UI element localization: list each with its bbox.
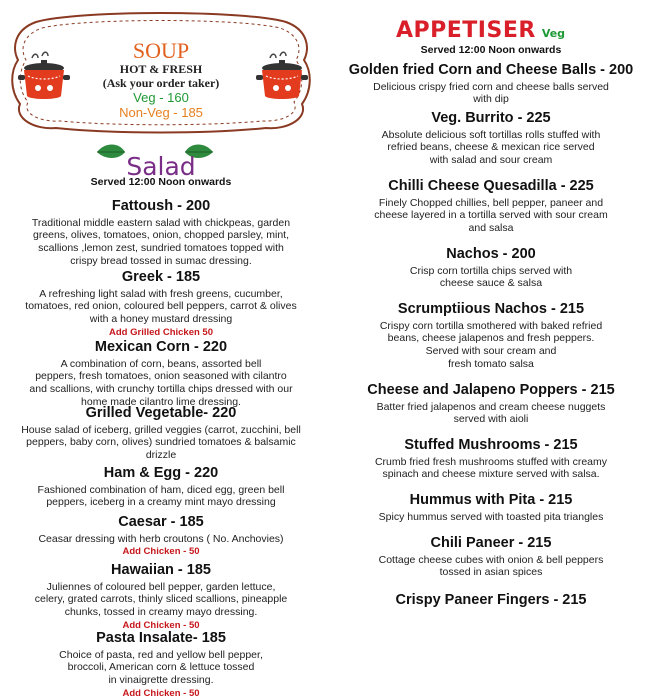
menu-item [332,110,650,167]
menu-item [0,339,322,409]
soup-nonveg-price: Non-Veg - 185 [119,104,203,120]
menu-item-name: Greek - 185 [121,269,201,285]
menu-item-description [332,265,650,291]
menu-item-description [0,424,322,462]
description-line: tomatoes, red onion, coloured bell peppers, carrot & olives [25,300,297,313]
menu-item [0,465,322,509]
menu-item [332,246,650,290]
description-line: fresh tomato salsa [448,358,534,371]
menu-item-description [332,320,650,371]
description-line: Choice of pasta, red and yellow bell pepper, [59,648,263,661]
description-line: House salad of iceberg, grilled veggies (carrot, zucchini, bell [21,423,301,436]
description-line: Traditional middle eastern salad with chickpeas, garden [31,216,291,229]
menu-item-addon: Add Chicken - 50 [122,620,200,632]
menu-item-name: Nachos - 200 [446,246,536,262]
menu-item-name: Cheese and Jalapeno Poppers - 215 [367,382,615,398]
appetiser-served-time: Served 12:00 Noon onwards [420,44,562,56]
description-line: greens, olives, tomatoes, onion, chopped parsley, mint, [32,229,290,242]
description-line: crispy bread tossed in sumac dressing. [70,255,252,268]
menu-item [332,382,650,426]
description-line: Juliennes of coloured bell pepper, garden lettuce, [46,580,276,593]
menu-item-description [332,401,650,427]
description-line: in vinaigrette dressing. [108,674,214,687]
description-line: A combination of corn, beans, assorted bell [60,357,262,370]
menu-item [332,592,650,609]
menu-item-description [332,81,650,107]
menu-item [332,492,650,523]
description-line: with dip [473,93,509,106]
menu-item-description [0,581,322,619]
soup-title: SOUP [132,38,190,63]
description-line: Finely Chopped chillies, bell pepper, paneer and [378,196,604,209]
description-line: beans, cheese jalapenos and fresh peppers. [387,332,595,345]
soup-note: (Ask your order taker) [102,76,220,91]
menu-item-name: Chili Paneer - 215 [430,535,552,551]
menu-item-name: Hummus with Pita - 215 [409,492,573,508]
menu-item-description [332,197,650,235]
appetiser-header [396,18,565,43]
menu-item-name: Hawaiian - 185 [111,562,211,578]
menu-item-name: Mexican Corn - 220 [94,339,228,355]
menu-item-description [0,288,322,326]
menu-item-name: Chilli Cheese Quesadilla - 225 [388,178,594,194]
description-line: Absolute delicious soft tortillas rolls stuffed with [381,128,601,141]
description-line: tossed in asian spices [439,566,543,579]
cooking-pot-icon [256,48,308,104]
salad-served-time: Served 12:00 Noon onwards [90,176,232,188]
description-line: celery, grated carrots, thinly sliced scallions, pineapple [34,593,288,606]
menu-item-description [332,129,650,167]
menu-item [0,630,322,699]
description-line: with salad and sour cream [429,154,553,167]
menu-item-name: Veg. Burrito - 225 [431,110,551,126]
soup-banner [8,8,314,136]
menu-item-description [0,484,322,510]
menu-item [0,514,322,558]
menu-item-name: Crispy Paneer Fingers - 215 [395,592,587,608]
menu-item-description [332,511,650,524]
description-line: Crisp corn tortilla chips served with [409,264,573,277]
menu-item-description [0,533,322,546]
menu-item-name: Golden fried Corn and Cheese Balls - 200 [348,62,634,78]
menu-item-description [0,217,322,268]
description-line: cheese layered in a tortilla served with sour cream [374,209,608,222]
description-line: refried beans, cheese & mexican rice served [387,141,595,154]
menu-item [0,269,322,338]
description-line: Spicy hummus served with toasted pita triangles [378,510,604,523]
description-line: Crumb fried fresh mushrooms stuffed with creamy [374,455,608,468]
description-line: drizzle [145,449,177,462]
soup-veg-price: Veg - 160 [133,89,189,105]
description-line: with a honey mustard dressing [89,313,233,326]
menu-item [332,437,650,481]
menu-item-description [332,456,650,482]
menu-item-description [0,358,322,409]
menu-item-addon: Add Chicken - 50 [122,546,200,558]
appetiser-title: APPETISER [396,18,536,43]
description-line: served with aioli [453,413,529,426]
description-line: Fashioned combination of ham, diced egg, green bell [37,483,285,496]
menu-item-name: Pasta Insalate- 185 [96,630,226,646]
menu-item-name: Fattoush - 200 [111,198,211,214]
description-line: Ceasar dressing with herb croutons ( No. Anchovies) [38,532,284,545]
appetiser-veg-tag: Veg [541,27,566,40]
menu-item [332,62,650,106]
description-line: peppers, fresh tomatoes, onion seasoned with cilantro [35,370,287,383]
description-line: cheese sauce & salsa [439,277,543,290]
description-line: peppers, iceberg in a creamy mint mayo dressing [46,496,276,509]
description-line: and salsa [468,222,514,235]
description-line: peppers, baby corn, olives) sundried tomatoes & balsamic [26,436,296,449]
menu-item-description [332,554,650,580]
description-line: Batter fried jalapenos and cream cheese nuggets [376,400,606,413]
description-line: chunks, tossed in creamy mayo dressing. [64,606,258,619]
soup-subtitle: HOT & FRESH [119,62,203,77]
menu-item-description [0,649,322,687]
menu-item-addon: Add Grilled Chicken 50 [109,327,213,339]
description-line: Served with sour cream and [425,345,557,358]
description-line: home made cilantro lime dressing. [81,396,241,409]
description-line: spinach and cheese mixture served with salsa. [382,468,600,481]
menu-item [0,198,322,268]
description-line: broccoli, American corn & lettuce tossed [67,661,255,674]
menu-item [332,535,650,579]
menu-item [332,178,650,235]
menu-item [332,301,650,371]
menu-item-name: Stuffed Mushrooms - 215 [404,437,578,453]
description-line: scallions ,lemon zest, sundried tomatoes topped with [38,242,284,255]
menu-item-name: Ham & Egg - 220 [103,465,219,481]
description-line: and scallions, with crunchy tortilla chips dressed with our [29,383,293,396]
description-line: Crispy corn tortilla smothered with baked refried [379,319,603,332]
description-line: Cottage cheese cubes with onion & bell peppers [378,553,604,566]
soup-info [68,38,254,121]
menu-item-name: Scrumptiious Nachos - 215 [397,301,585,317]
description-line: Delicious crispy fried corn and cheese balls served [373,80,609,93]
menu-item [0,405,322,462]
salad-title: Salad [126,152,196,181]
description-line: A refreshing light salad with fresh greens, cucumber, [39,287,283,300]
menu-item [0,562,322,631]
cooking-pot-icon [18,48,70,104]
menu-item-name: Grilled Vegetable- 220 [85,405,237,421]
menu-item-name: Caesar - 185 [118,514,204,530]
menu-item-addon: Add Chicken - 50 [122,688,200,700]
